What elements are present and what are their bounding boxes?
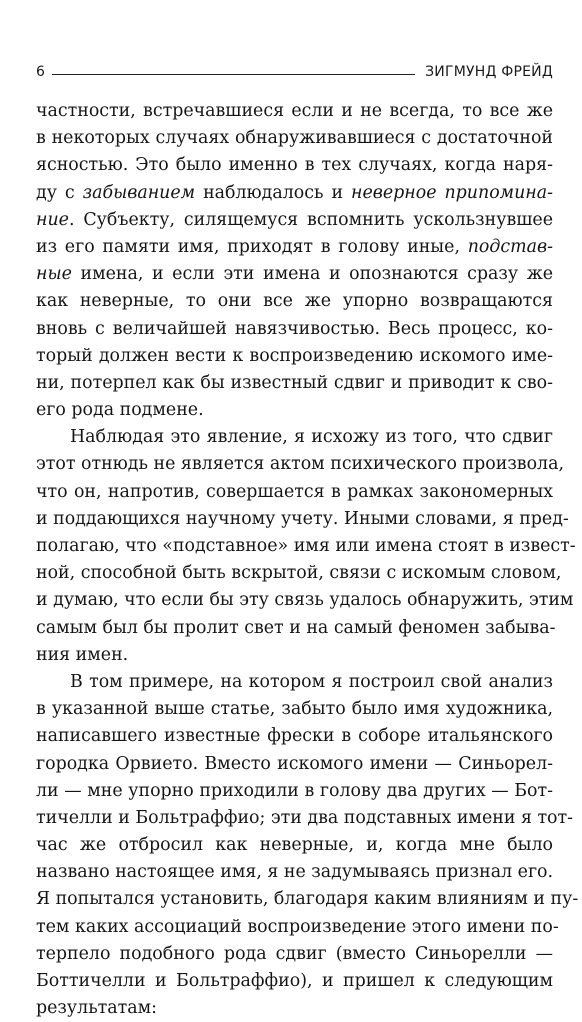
text-run: торый должен вести к воспроизведению искомого име- <box>36 345 553 366</box>
text-line <box>36 207 553 234</box>
text-run: Я попытался установить, благодаря каким влияниям и пу- <box>36 889 579 910</box>
text-line <box>36 180 553 207</box>
text-line <box>36 886 579 913</box>
text-line <box>36 98 553 125</box>
text-run: В том примере, на котором я построил свой анализ <box>70 671 553 692</box>
text-run: что он, напротив, совершается в рамках закономерных <box>36 481 553 502</box>
text-line <box>36 914 559 941</box>
text-run: ной, способной быть вскрытой, связи с искомым словом, <box>36 563 562 584</box>
text-run: тичелли и Больтраффио; эти два подставных имени я тот- <box>36 807 574 828</box>
text-line <box>36 560 562 587</box>
text-line <box>36 506 569 533</box>
text-line <box>36 261 553 288</box>
text-line <box>36 669 553 696</box>
text-run: названо настоящее имя, я не задумываясь признал его. <box>36 862 554 883</box>
text-line <box>36 751 553 778</box>
text-line <box>36 696 553 723</box>
text-run: и поддающихся научному учету. Иными словами, я пред- <box>36 508 569 529</box>
text-run: час же отбросил как неверные, и, когда мне было <box>36 835 553 856</box>
text-run: результатам: <box>36 998 158 1019</box>
text-line <box>36 968 553 995</box>
text-run: терпело подобного рода сдвиг (вместо Синьорелли — <box>36 943 553 964</box>
text-run: ни, потерпел как бы известный сдвиг и приводит к сво- <box>36 372 553 393</box>
text-run: частности, встречавшиеся если и не всегда, то все же <box>36 101 553 121</box>
text-run: тем каких ассоциаций воспроизведение этого имени по- <box>36 916 559 937</box>
text-line <box>36 859 553 886</box>
text-line <box>36 316 553 343</box>
text-run: и думаю, что если бы эту связь удалось обнаружить, этим <box>36 590 574 611</box>
running-header <box>36 62 553 82</box>
text-line <box>36 778 553 805</box>
italic-text-run: забыванием <box>82 182 196 203</box>
text-run: Боттичелли и Больтраффио), и пришел к следующим <box>36 971 553 991</box>
text-line <box>36 723 553 750</box>
text-run: . Субъекту, силящемуся вспомнить ускользнувшее <box>68 209 553 230</box>
text-run: ли — мне упорно приходили в голову два других — Бот- <box>36 780 553 801</box>
text-run: наблюдалось и <box>195 182 351 203</box>
italic-text-run: неверное припомина- <box>351 182 553 203</box>
italic-text-run: ные <box>36 264 72 285</box>
text-line <box>36 995 553 1022</box>
text-run: Наблюдая это явление, я исхожу из того, что сдвиг <box>70 427 553 448</box>
text-run: в указанной выше статье, забыто было имя художника, <box>36 699 553 720</box>
text-run: ясностью. Это было именно в тех случаях, когда наря- <box>36 155 553 176</box>
text-run: в некоторых случаях обнаруживавшиеся с достаточной <box>36 128 553 149</box>
text-run: написавшего известные фрески в соборе итальянского <box>36 726 553 747</box>
text-line <box>36 642 553 669</box>
header-rule <box>52 74 415 75</box>
body-text <box>36 98 579 1022</box>
text-line <box>36 832 553 859</box>
text-run: как неверные, то они все же упорно возвращаются <box>36 291 553 312</box>
text-line <box>36 125 553 152</box>
text-line <box>36 343 553 370</box>
text-line <box>36 234 553 261</box>
text-line <box>36 479 553 506</box>
text-run: из его памяти имя, приходят в голову иные, <box>36 236 468 257</box>
page-number: 6 <box>36 64 45 80</box>
text-run: этот отнюдь не является актом психического произвола, <box>36 454 565 475</box>
text-line <box>36 451 565 478</box>
text-line <box>36 370 553 397</box>
italic-text-run: ние <box>36 209 69 230</box>
text-line <box>36 615 556 642</box>
text-line <box>36 424 553 451</box>
text-line <box>36 397 553 424</box>
text-run: полагаю, что «подставное» имя или имена стоят в извест- <box>36 536 576 556</box>
text-line <box>36 533 576 560</box>
text-line <box>36 941 553 968</box>
text-line <box>36 587 574 614</box>
text-run: ду с <box>36 182 83 203</box>
italic-text-run: подстав- <box>467 236 553 257</box>
text-run: имена, и если эти имена и опознаются сразу же <box>71 264 553 285</box>
text-run: вновь с величайшей навязчивостью. Весь процесс, ко- <box>36 318 553 339</box>
text-run: ния имен. <box>36 644 129 665</box>
text-run: самым был бы пролит свет и на самый феномен забыва- <box>36 617 556 638</box>
text-line <box>36 152 553 179</box>
text-line <box>36 288 553 315</box>
text-run: городка Орвието. Вместо искомого имени — Синьорел- <box>36 753 553 774</box>
text-line <box>36 805 574 832</box>
running-header-author: ЗИГМУНД ФРЕЙД <box>425 64 553 80</box>
text-run: его рода подмене. <box>36 400 204 421</box>
